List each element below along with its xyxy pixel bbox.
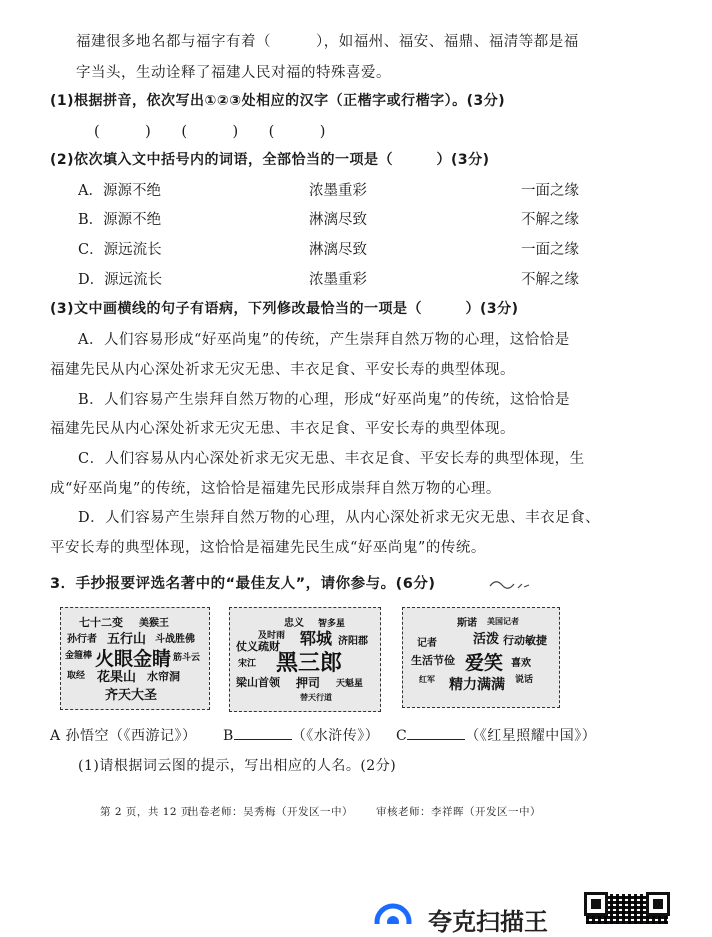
q1-prompt: (1)根据拼音，依次写出①②③处相应的汉字（正楷字或行楷字）。(3分) <box>50 93 506 109</box>
q2-option-a-col1: A．源源不绝 <box>78 183 161 199</box>
passage-line-1: 福建很多地名都与福字有着（ ），如福州、福安、福鼎、福清等都是福 <box>76 34 579 50</box>
q2-option-c-col1: C．源远流长 <box>78 242 162 258</box>
q2-option-c-col2: 淋漓尽致 <box>309 242 367 258</box>
q1-blanks: ( ) ( ) ( ) <box>94 124 326 140</box>
q3-option-c-line1: C．人们容易从内心深处祈求无灾无患、丰衣足食、平安长寿的典型体现，生 <box>78 451 585 467</box>
cloud1-word-3: 孙行者 <box>67 634 97 645</box>
cloud3-word-5: 行动敏捷 <box>503 634 547 647</box>
q3-prompt: (3)文中画横线的句子有语病，下列修改最恰当的一项是（ ）(3分) <box>50 301 519 317</box>
cloud1-word-9: 取经 <box>67 671 86 681</box>
cloud1-word-4: 五行山 <box>107 632 147 647</box>
cloud1-word-5: 斗战胜佛 <box>155 634 195 645</box>
cloud3-word-9: 精力满满 <box>449 677 505 693</box>
cloud3-word-2: 美国记者 <box>487 617 519 626</box>
q3-option-d-line2: 平安长寿的典型体现，这恰恰是福建先民生成“好巫尚鬼”的传统。 <box>50 540 486 556</box>
sub-question-1: (1)请根据词云图的提示，写出相应的人名。(2分) <box>78 758 397 774</box>
cloud3-word-11: 红军 <box>419 675 435 684</box>
label-c <box>396 725 596 745</box>
q2-option-d-col3: 不解之缘 <box>521 272 579 288</box>
answer-blank-b[interactable] <box>234 725 292 740</box>
cloud2-word-8: 宋江 <box>238 659 257 669</box>
q3-option-c-line2: 成“好巫尚鬼”的传统，这恰恰是福建先民形成崇拜自然万物的心理。 <box>50 481 501 497</box>
q2-option-c-col3: 一面之缘 <box>521 242 579 258</box>
cloud2-word-11: 天魁星 <box>336 679 364 689</box>
cloud3-word-4: 记者 <box>417 638 437 649</box>
label-a: A 孙悟空（《西游记》） <box>50 728 197 744</box>
cloud1-word-7: 火眼金睛 <box>95 648 172 670</box>
label-c-suffix: （《红星照耀中国》） <box>465 728 597 744</box>
label-b-prefix: B <box>223 728 234 744</box>
q3-option-b-line2: 福建先民从内心深处祈求无灾无患、丰衣足食、平安长寿的典型体现。 <box>50 421 515 437</box>
cloud1-word-6: 金箍棒 <box>65 651 93 661</box>
word-cloud-songjiang <box>229 607 381 712</box>
q2-option-b-col2: 淋漓尽致 <box>309 212 367 228</box>
scanner-logo-icon <box>368 898 418 924</box>
q2-option-a-col2: 浓墨重彩 <box>309 183 367 199</box>
word-cloud-sunwukong <box>60 607 210 710</box>
q2-option-b-col3: 不解之缘 <box>521 212 579 228</box>
q2-prompt: (2)依次填入文中括号内的词语，全部恰当的一项是（ ）(3分) <box>50 152 490 168</box>
q3-option-a-line2: 福建先民从内心深处祈求无灾无患、丰衣足食、平安长寿的典型体现。 <box>50 362 515 378</box>
cloud3-word-6: 生活节俭 <box>411 654 455 667</box>
word-cloud-snow <box>402 607 560 708</box>
q3-option-b-line1: B．人们容易产生崇拜自然万物的心理，形成“好巫尚鬼”的传统，这恰恰是 <box>78 392 570 408</box>
cloud1-word-11: 水帘洞 <box>147 670 180 683</box>
q2-option-a-col3: 一面之缘 <box>521 183 579 199</box>
cloud2-word-10: 押司 <box>296 676 321 690</box>
cloud1-word-8: 筋斗云 <box>173 653 201 663</box>
cloud2-word-2: 智多星 <box>318 619 346 629</box>
label-b <box>223 725 379 745</box>
cloud3-word-3: 活泼 <box>473 632 500 647</box>
cloud2-word-12: 替天行道 <box>300 693 332 702</box>
cloud2-word-7: 黑三郎 <box>276 651 343 676</box>
cloud3-word-8: 喜欢 <box>511 658 531 669</box>
cloud2-word-3: 及时雨 <box>258 631 286 641</box>
q2-option-d-col2: 浓墨重彩 <box>309 272 367 288</box>
qr-code-icon <box>582 890 670 924</box>
scribble-mark <box>488 576 532 592</box>
answer-blank-c[interactable] <box>407 725 465 740</box>
scanner-brand: 夸克扫描王 <box>428 908 548 936</box>
cloud1-word-12: 齐天大圣 <box>105 688 158 703</box>
cloud3-word-7: 爱笑 <box>465 652 504 674</box>
label-c-prefix: C <box>396 728 408 744</box>
q3-option-a-line1: A．人们容易形成“好巫尚鬼”的传统，产生崇拜自然万物的心理，这恰恰是 <box>78 332 570 348</box>
cloud1-word-2: 美猴王 <box>139 618 169 629</box>
cloud2-word-4: 郓城 <box>300 629 333 648</box>
footer-author: 出卷老师：吴秀梅（开发区一中） <box>188 806 353 818</box>
footer-reviewer: 审核老师：李祥晖（开发区一中） <box>376 806 541 818</box>
q2-option-d-col1: D．源远流长 <box>78 272 163 288</box>
cloud3-word-10: 说话 <box>515 675 534 685</box>
cloud3-word-1: 斯诺 <box>457 618 477 629</box>
footer-page: 第 2 页，共 12 页 <box>100 806 192 818</box>
cloud1-word-10: 花果山 <box>97 670 137 685</box>
cloud1-word-1: 七十二变 <box>79 616 123 629</box>
q2-option-b-col1: B．源源不绝 <box>78 212 162 228</box>
cloud2-word-9: 梁山首领 <box>236 676 280 689</box>
q3-option-d-line1: D．人们容易产生崇拜自然万物的心理，从内心深处祈求无灾无患、丰衣足食、 <box>78 510 601 526</box>
label-b-suffix: （《水浒传》） <box>291 728 380 744</box>
cloud2-word-1: 忠义 <box>284 618 304 629</box>
passage-line-2: 字当头，生动诠释了福建人民对福的特殊喜爱。 <box>76 65 391 81</box>
cloud2-word-5: 济阳郡 <box>338 636 368 647</box>
section3-title: 3．手抄报要评选名著中的“最佳友人”，请你参与。(6分) <box>50 576 436 592</box>
cloud2-word-6: 仗义疏财 <box>236 640 280 653</box>
